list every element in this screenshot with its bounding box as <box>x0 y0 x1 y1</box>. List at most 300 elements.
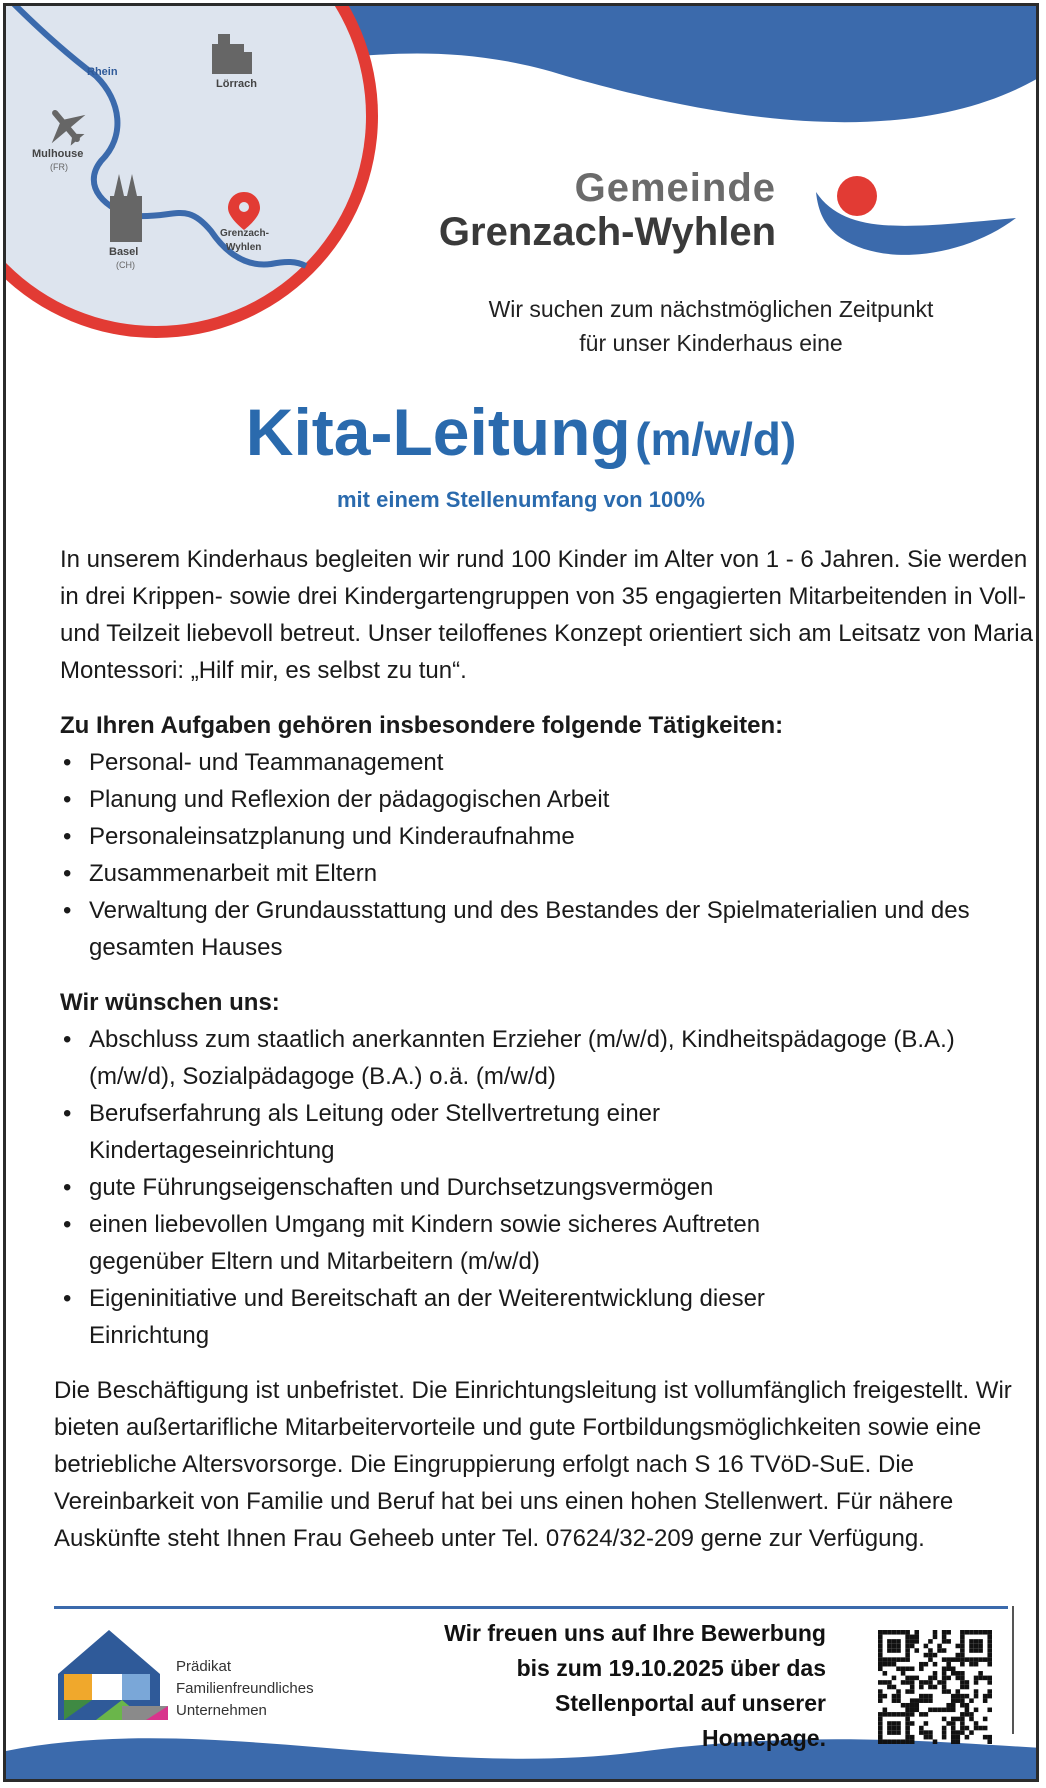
cta-line-1: Wir freuen uns auf Ihre Bewerbung <box>444 1620 826 1646</box>
qr-module <box>928 1657 933 1662</box>
qr-module <box>933 1635 938 1640</box>
qr-module <box>924 1694 929 1699</box>
list-item: • Verwaltung der Grundausstattung und des Bestandes der Spielmaterialien und des gesamten Hauses <box>63 897 970 961</box>
qr-module <box>937 1644 942 1649</box>
qr-module <box>965 1735 970 1740</box>
qr-module <box>960 1630 965 1635</box>
qr-module <box>914 1630 919 1635</box>
qr-module <box>883 1708 888 1713</box>
qr-module <box>878 1730 883 1735</box>
qr-module <box>987 1689 992 1694</box>
qr-module <box>946 1662 951 1667</box>
qr-module <box>914 1639 919 1644</box>
qr-module <box>896 1644 901 1649</box>
list-item: • Berufserfahrung als Leitung oder Stellvertretung einer Kindertageseinrichtung <box>63 1100 661 1164</box>
qr-module <box>878 1630 883 1635</box>
qr-module <box>928 1680 933 1685</box>
badge-line-3: Unternehmen <box>176 1702 267 1719</box>
qr-module <box>942 1726 947 1731</box>
qr-module <box>883 1712 888 1717</box>
municipality-logo <box>436 166 776 254</box>
qr-module <box>978 1657 983 1662</box>
requirements-heading: Wir wünschen uns: <box>60 989 280 1016</box>
qr-module <box>942 1657 947 1662</box>
qr-module <box>878 1694 883 1699</box>
qr-module <box>924 1730 929 1735</box>
qr-module <box>928 1694 933 1699</box>
qr-module <box>892 1662 897 1667</box>
qr-module <box>892 1712 897 1717</box>
qr-module <box>924 1712 929 1717</box>
qr-module <box>887 1739 892 1744</box>
qr-module <box>951 1671 956 1676</box>
qr-module <box>983 1676 988 1681</box>
qr-module <box>951 1657 956 1662</box>
qr-module <box>974 1726 979 1731</box>
qr-module <box>878 1644 883 1649</box>
qr-module <box>901 1712 906 1717</box>
qr-module <box>960 1639 965 1644</box>
logo-sun <box>837 176 877 216</box>
qr-module <box>933 1653 938 1658</box>
qr-module <box>905 1635 910 1640</box>
qr-module <box>987 1644 992 1649</box>
qr-module <box>878 1721 883 1726</box>
qr-module <box>910 1739 915 1744</box>
qr-module <box>905 1703 910 1708</box>
qr-module <box>878 1653 883 1658</box>
qr-module <box>878 1680 883 1685</box>
qr-module <box>892 1721 897 1726</box>
qr-module <box>942 1717 947 1722</box>
qr-module <box>956 1739 961 1744</box>
qr-module <box>878 1635 883 1640</box>
qr-module <box>987 1648 992 1653</box>
qr-module <box>910 1685 915 1690</box>
qr-module <box>901 1630 906 1635</box>
qr-module <box>878 1666 883 1671</box>
qr-module <box>978 1671 983 1676</box>
qr-module <box>919 1680 924 1685</box>
qr-module <box>878 1657 883 1662</box>
qr-module <box>896 1630 901 1635</box>
qr-module <box>951 1717 956 1722</box>
qr-module <box>946 1657 951 1662</box>
qr-module <box>956 1671 961 1676</box>
qr-module <box>919 1712 924 1717</box>
qr-module <box>965 1712 970 1717</box>
qr-module <box>901 1680 906 1685</box>
qr-module <box>969 1639 974 1644</box>
qr-module <box>933 1676 938 1681</box>
tasks-section <box>60 707 1035 966</box>
job-subtitle: mit einem Stellenumfang von 100% <box>337 487 705 512</box>
qr-module <box>969 1730 974 1735</box>
qr-module <box>960 1671 965 1676</box>
qr-module <box>937 1680 942 1685</box>
qr-module <box>924 1680 929 1685</box>
qr-module <box>942 1639 947 1644</box>
qr-module <box>887 1648 892 1653</box>
job-title-main: Kita-Leitung <box>245 395 631 469</box>
qr-module <box>892 1644 897 1649</box>
qr-module <box>928 1639 933 1644</box>
qr-module <box>969 1712 974 1717</box>
qr-module <box>942 1708 947 1713</box>
qr-module <box>951 1708 956 1713</box>
qr-module <box>960 1730 965 1735</box>
qr-module <box>896 1712 901 1717</box>
qr-module <box>896 1730 901 1735</box>
intro-line-1: Wir suchen zum nächstmöglichen Zeitpunkt <box>488 296 934 322</box>
qr-module <box>983 1694 988 1699</box>
qr-module <box>905 1730 910 1735</box>
map-label-grenzach-2: Wyhlen <box>226 242 262 253</box>
qr-module <box>905 1676 910 1681</box>
qr-module <box>905 1648 910 1653</box>
job-title-suffix: (m/w/d) <box>635 413 797 465</box>
logo-line-1: Gemeinde <box>574 166 776 210</box>
qr-module <box>896 1689 901 1694</box>
qr-module <box>942 1730 947 1735</box>
qr-module <box>956 1657 961 1662</box>
qr-module <box>956 1644 961 1649</box>
map-label-rhein: Rhein <box>87 66 118 78</box>
qr-module <box>887 1712 892 1717</box>
qr-module <box>969 1662 974 1667</box>
map-label-basel-note: (CH) <box>116 260 135 270</box>
qr-module <box>914 1708 919 1713</box>
qr-module <box>896 1648 901 1653</box>
qr-module <box>956 1735 961 1740</box>
qr-module <box>887 1630 892 1635</box>
qr-module <box>960 1721 965 1726</box>
qr-module <box>974 1657 979 1662</box>
list-item: • Personaleinsatzplanung und Kinderaufnahme <box>63 823 575 850</box>
qr-module <box>960 1657 965 1662</box>
qr-module <box>910 1712 915 1717</box>
qr-module <box>987 1694 992 1699</box>
qr-module <box>924 1698 929 1703</box>
qr-module <box>896 1698 901 1703</box>
qr-module <box>910 1680 915 1685</box>
qr-module <box>960 1698 965 1703</box>
map-label-mulhouse-note: (FR) <box>50 162 68 172</box>
qr-module <box>928 1730 933 1735</box>
qr-module <box>974 1708 979 1713</box>
qr-module <box>914 1676 919 1681</box>
qr-module <box>905 1653 910 1658</box>
qr-module <box>942 1630 947 1635</box>
qr-module <box>892 1685 897 1690</box>
qr-module <box>987 1662 992 1667</box>
qr-module <box>901 1739 906 1744</box>
qr-module <box>892 1739 897 1744</box>
qr-module <box>974 1662 979 1667</box>
tasks-heading: Zu Ihren Aufgaben gehören insbesondere folgende Tätigkeiten: <box>60 712 784 739</box>
qr-module <box>951 1698 956 1703</box>
qr-module <box>951 1666 956 1671</box>
qr-module <box>924 1662 929 1667</box>
application-cta <box>346 1616 826 1756</box>
list-item: • Abschluss zum staatlich anerkannten Erzieher (m/w/d), Kindheitspädagoge (B.A.) (m/w/d), Sozialpädagoge (B.A.) o.ä. (m/w/d) <box>63 1026 955 1090</box>
qr-module <box>924 1721 929 1726</box>
qr-module <box>933 1630 938 1635</box>
qr-module <box>974 1644 979 1649</box>
qr-module <box>914 1703 919 1708</box>
requirements-section <box>60 984 1035 1354</box>
qr-module <box>883 1680 888 1685</box>
qr-module <box>933 1708 938 1713</box>
qr-module <box>956 1730 961 1735</box>
qr-module <box>892 1639 897 1644</box>
qr-module <box>928 1698 933 1703</box>
qr-module <box>919 1662 924 1667</box>
qr-module <box>951 1739 956 1744</box>
qr-module <box>983 1657 988 1662</box>
qr-module <box>901 1671 906 1676</box>
qr-module <box>937 1648 942 1653</box>
qr-module <box>928 1735 933 1740</box>
qr-module <box>951 1721 956 1726</box>
qr-module <box>910 1689 915 1694</box>
qr-module <box>978 1644 983 1649</box>
qr-module <box>946 1676 951 1681</box>
qr-module <box>914 1698 919 1703</box>
badge-line-2: Familienfreundliches <box>176 1680 314 1697</box>
qr-module <box>928 1648 933 1653</box>
logo-line-2: Grenzach-Wyhlen <box>438 210 776 254</box>
qr-module <box>892 1676 897 1681</box>
footer-vertical-rule <box>1012 1606 1014 1734</box>
qr-module <box>905 1639 910 1644</box>
qr-module <box>914 1635 919 1640</box>
qr-module <box>960 1703 965 1708</box>
qr-module <box>974 1676 979 1681</box>
qr-module <box>892 1648 897 1653</box>
qr-module <box>951 1726 956 1731</box>
qr-module <box>987 1739 992 1744</box>
qr-module <box>919 1685 924 1690</box>
qr-module <box>987 1635 992 1640</box>
list-item: • einen liebevollen Umgang mit Kindern sowie sicheres Auftreten gegenüber Eltern und Mitarbeitern (m/w/d) <box>63 1211 761 1275</box>
footer-divider <box>54 1606 1008 1609</box>
qr-module <box>965 1685 970 1690</box>
qr-module <box>942 1648 947 1653</box>
qr-module <box>883 1657 888 1662</box>
qr-module <box>946 1630 951 1635</box>
qr-module <box>878 1662 883 1667</box>
qr-module <box>978 1676 983 1681</box>
qr-module <box>892 1726 897 1731</box>
qr-module <box>987 1708 992 1713</box>
qr-module <box>951 1703 956 1708</box>
qr-module <box>978 1648 983 1653</box>
qr-module <box>965 1680 970 1685</box>
qr-module <box>960 1635 965 1640</box>
qr-module <box>896 1694 901 1699</box>
cta-line-4: Homepage. <box>702 1725 826 1751</box>
qr-module <box>905 1630 910 1635</box>
requirements-list <box>60 1021 1035 1354</box>
qr-code[interactable] <box>878 1630 992 1744</box>
qr-module <box>942 1685 947 1690</box>
qr-module <box>883 1662 888 1667</box>
qr-module <box>887 1644 892 1649</box>
qr-module <box>956 1689 961 1694</box>
qr-module <box>960 1648 965 1653</box>
qr-module <box>960 1680 965 1685</box>
qr-module <box>983 1630 988 1635</box>
qr-module <box>910 1676 915 1681</box>
qr-module <box>896 1657 901 1662</box>
qr-module <box>960 1685 965 1690</box>
qr-module <box>910 1735 915 1740</box>
qr-module <box>914 1648 919 1653</box>
qr-module <box>987 1680 992 1685</box>
qr-module <box>987 1639 992 1644</box>
badge-line-1: Prädikat <box>176 1658 232 1675</box>
qr-module <box>942 1680 947 1685</box>
qr-module <box>910 1721 915 1726</box>
qr-module <box>969 1717 974 1722</box>
qr-module <box>910 1635 915 1640</box>
qr-module <box>905 1657 910 1662</box>
qr-module <box>969 1698 974 1703</box>
qr-module <box>956 1694 961 1699</box>
qr-module <box>960 1717 965 1722</box>
qr-module <box>905 1717 910 1722</box>
qr-module <box>910 1708 915 1713</box>
qr-module <box>969 1644 974 1649</box>
job-ad-frame <box>3 3 1039 1782</box>
qr-module <box>892 1630 897 1635</box>
qr-module <box>887 1726 892 1731</box>
qr-module <box>960 1662 965 1667</box>
intro-paragraph: In unserem Kinderhaus begleiten wir rund 100 Kinder im Alter von 1 - 6 Jahren. Sie werden in drei Krippen- sowie drei Kindergartengruppen von 35 engagierten Mitarbeitenden in Voll- und Teilzeit liebevoll betreut. Unser teiloffenes Konzept orientiert sich am Leitsatz von Maria Montessori: „Hilf mir, es selbst zu tun“. <box>60 546 1033 684</box>
qr-module <box>878 1698 883 1703</box>
qr-module <box>919 1730 924 1735</box>
qr-module <box>951 1694 956 1699</box>
list-item: • Zusammenarbeit mit Eltern <box>63 860 378 887</box>
qr-module <box>965 1694 970 1699</box>
qr-module <box>883 1671 888 1676</box>
qr-module <box>942 1735 947 1740</box>
list-item: • Eigeninitiative und Bereitschaft an der Weiterentwicklung dieser Einrichtung <box>63 1285 765 1349</box>
qr-module <box>956 1717 961 1722</box>
qr-module <box>919 1666 924 1671</box>
qr-module <box>878 1726 883 1731</box>
qr-module <box>983 1717 988 1722</box>
list-item: • gute Führungseigenschaften und Durchsetzungsvermögen <box>63 1174 714 1201</box>
qr-module <box>946 1639 951 1644</box>
list-item: • Planung und Reflexion der pädagogischen Arbeit <box>63 786 610 813</box>
qr-module <box>910 1698 915 1703</box>
qr-module <box>965 1630 970 1635</box>
qr-module <box>887 1680 892 1685</box>
qr-module <box>896 1739 901 1744</box>
qr-module <box>905 1735 910 1740</box>
map-label-mulhouse: Mulhouse <box>32 148 84 160</box>
qr-module <box>924 1653 929 1658</box>
family-badge-logo <box>58 1630 168 1720</box>
qr-module <box>974 1694 979 1699</box>
qr-module <box>878 1739 883 1744</box>
qr-module <box>901 1666 906 1671</box>
qr-module <box>974 1689 979 1694</box>
qr-module <box>887 1639 892 1644</box>
qr-module <box>960 1676 965 1681</box>
qr-module <box>978 1639 983 1644</box>
qr-module <box>928 1653 933 1658</box>
qr-module <box>887 1657 892 1662</box>
qr-module <box>905 1739 910 1744</box>
qr-module <box>987 1657 992 1662</box>
offer-paragraph: Die Beschäftigung ist unbefristet. Die Einrichtungsleitung ist vollumfänglich freigestellt. Wir bieten außertarifliche Mitarbeitervorteile und gute Fortbildungsmöglichkeiten sowie eine betriebliche Altersvorsorge. Die Eingruppierung erfolgt nach S 16 TVöD-SuE. Die Vereinbarkeit von Familie und Beruf hat bei uns einen hohen Stellenwert. Für nähere Auskünfte steht Ihnen Frau Geheeb unter Tel. 07624/32-209 gerne zur Verfügung. <box>54 1377 1012 1552</box>
qr-module <box>942 1689 947 1694</box>
qr-module <box>901 1703 906 1708</box>
qr-module <box>942 1635 947 1640</box>
qr-module <box>878 1735 883 1740</box>
list-item: • Personal- und Teammanagement <box>63 749 444 776</box>
qr-module <box>896 1726 901 1731</box>
qr-module <box>965 1703 970 1708</box>
qr-module <box>892 1730 897 1735</box>
family-badge-text <box>176 1656 314 1722</box>
map-label-basel: Basel <box>109 246 139 258</box>
qr-module <box>892 1694 897 1699</box>
qr-module <box>969 1630 974 1635</box>
qr-module <box>883 1739 888 1744</box>
qr-module <box>887 1662 892 1667</box>
qr-module <box>924 1735 929 1740</box>
qr-module <box>965 1657 970 1662</box>
qr-module <box>987 1653 992 1658</box>
qr-module <box>974 1639 979 1644</box>
qr-module <box>960 1712 965 1717</box>
tasks-list <box>60 744 1035 966</box>
map-label-loerrach: Lörrach <box>216 78 257 90</box>
qr-module <box>878 1639 883 1644</box>
qr-module <box>946 1721 951 1726</box>
qr-module <box>892 1698 897 1703</box>
map-label-grenzach-1: Grenzach- <box>220 228 269 239</box>
qr-module <box>951 1735 956 1740</box>
qr-module <box>956 1653 961 1658</box>
qr-module <box>946 1689 951 1694</box>
qr-module <box>905 1666 910 1671</box>
qr-module <box>896 1666 901 1671</box>
qr-module <box>946 1708 951 1713</box>
qr-module <box>983 1698 988 1703</box>
qr-module <box>919 1726 924 1731</box>
qr-module <box>928 1676 933 1681</box>
qr-module <box>960 1694 965 1699</box>
qr-module <box>910 1703 915 1708</box>
qr-module <box>887 1685 892 1690</box>
qr-module <box>978 1630 983 1635</box>
qr-module <box>942 1671 947 1676</box>
qr-module <box>960 1653 965 1658</box>
qr-module <box>956 1698 961 1703</box>
qr-module <box>956 1676 961 1681</box>
qr-module <box>878 1712 883 1717</box>
qr-module <box>883 1694 888 1699</box>
qr-module <box>969 1657 974 1662</box>
qr-module <box>946 1666 951 1671</box>
qr-module <box>905 1721 910 1726</box>
qr-module <box>974 1648 979 1653</box>
